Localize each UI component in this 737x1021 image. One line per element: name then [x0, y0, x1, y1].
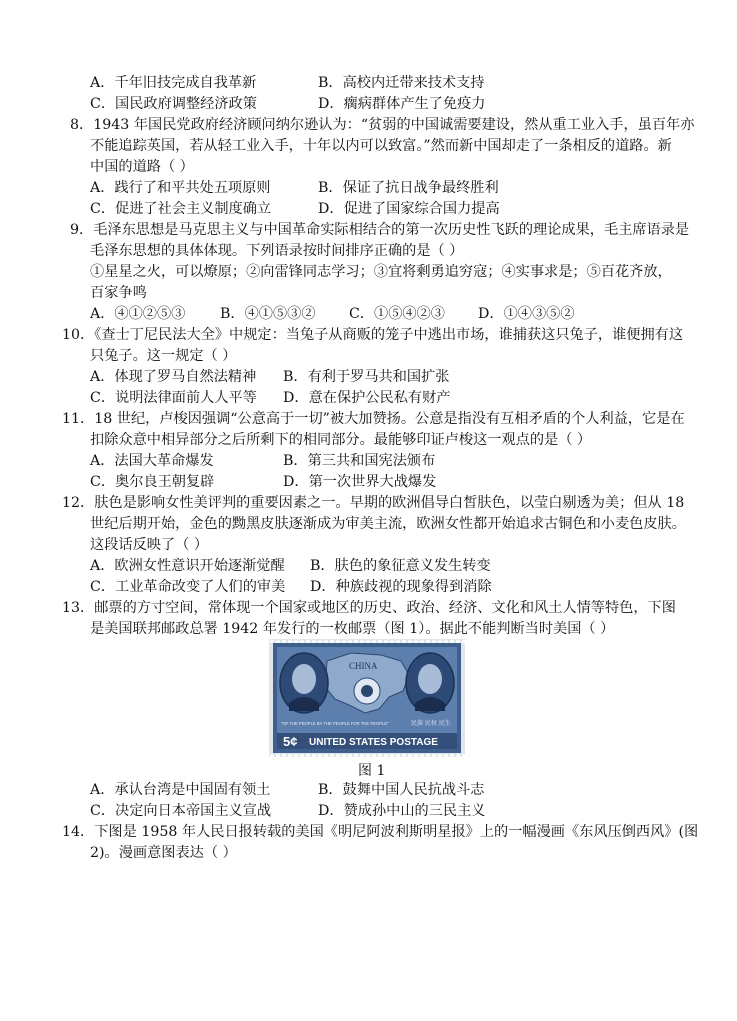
- q12-stem-line-3: 这段话反映了（ ）: [90, 537, 209, 553]
- q10-option-d: D．意在保护公民私有财产: [283, 390, 451, 406]
- q14-stem-line-1: 14．下图是 1958 年人民日报转载的美国《明尼阿波利斯明星报》上的一幅漫画《东风压倒西风》(图: [62, 824, 699, 840]
- stamp-perforation-bottom: [269, 753, 465, 757]
- q8-option-b: B．保证了抗日战争最终胜利: [318, 180, 499, 196]
- q7-option-d: D．瘸病群体产生了免疫力: [318, 96, 486, 112]
- q7-option-b: B．高校内迁带来技术支持: [318, 75, 485, 91]
- q12-option-a: A．欧洲女性意识开始逐渐觉醒: [90, 558, 285, 574]
- q9-stem-line-1: 9．毛泽东思想是马克思主义与中国革命实际相结合的第一次历史性飞跃的理论成果，毛主席语录是: [70, 222, 690, 238]
- sun-emblem-core: [361, 685, 373, 697]
- q13-option-a: A．承认台湾是中国固有领土: [90, 782, 271, 798]
- stamp-perforation-top: [269, 639, 465, 643]
- q8-option-a: A．践行了和平共处五项原则: [90, 180, 271, 196]
- q12-stem-line-1: 12．肤色是影响女性美评判的重要因素之一。早期的欧洲倡导白皙肤色，以莹白剔透为美；但从 18: [62, 495, 685, 511]
- q12-stem-line-2: 世纪后期开始，金色的黝黑皮肤逐渐成为审美主流，欧洲女性都开始追求古铜色和小麦色皮肤。: [90, 516, 686, 532]
- q11-stem-line-1: 11．18 世纪，卢梭因强调“公意高于一切”被大加赞扬。公意是指没有互相矛盾的个人利益，它是在: [62, 411, 685, 427]
- q10-stem-line-2: 只兔子。这一规定（ ）: [90, 348, 237, 364]
- q11-option-d: D．第一次世界大战爆发: [283, 474, 437, 490]
- stamp-denomination: 5¢: [283, 734, 298, 749]
- sun-yatsen-portrait-face: [418, 664, 442, 694]
- q13-option-b: B．鼓舞中国人民抗战斗志: [318, 782, 485, 798]
- q13-stem-line-2: 是美国联邦邮政总署 1942 年发行的一枚邮票（图 1）。据此不能判断当时美国（ ）: [90, 621, 615, 637]
- q11-option-c: C．奥尔良王朝复辟: [90, 474, 215, 490]
- q8-stem-line-2: 不能追踪英国，若从轻工业入手，十年以内可以致富。”然而新中国却走了一条相反的道路。新: [90, 138, 672, 154]
- q12-option-d: D．种族歧视的现象得到消除: [310, 579, 492, 595]
- q8-option-c: C．促进了社会主义制度确立: [90, 201, 272, 217]
- q10-stem-line-1: 10．《查士丁尼民法大全》中规定：当兔子从商贩的笼子中逃出市场，谁捕获这只兔子，谁便拥有这: [62, 327, 684, 343]
- stamp-banner-text: UNITED STATES POSTAGE: [309, 737, 438, 748]
- q9-stem-line-2: 毛泽东思想的具体体现。下列语录按时间排序正确的是（ ）: [90, 243, 464, 259]
- q9-option-b: B．④①⑤③②: [220, 306, 316, 322]
- q7-option-c: C．国民政府调整经济政策: [90, 96, 257, 112]
- stamp-chinese-motto: 民族 民权 民生: [411, 720, 451, 727]
- q9-option-d: D．①④③⑤②: [478, 306, 575, 322]
- q10-option-b: B．有利于罗马共和国扩张: [283, 369, 450, 385]
- q9-stem-line-3: ①星星之火，可以燎原；②向雷锋同志学习；③宜将剩勇追穷寇；④实事求是；⑤百花齐放，: [90, 264, 672, 280]
- postage-stamp-figure: [269, 639, 465, 757]
- q8-stem-line-3: 中国的道路（ ）: [90, 159, 194, 175]
- q9-option-c: C．①⑤④②③: [349, 306, 445, 322]
- q8-stem-line-1: 8．1943 年国民党政府经济顾问纳尔逊认为：“贫弱的中国诚需要建设，然从重工业入手，虽百年亦: [70, 117, 695, 133]
- q10-option-c: C．说明法律面前人人平等: [90, 390, 257, 406]
- lincoln-portrait-face: [292, 664, 316, 694]
- q11-stem-line-2: 扣除众意中相异部分之后所剩下的相同部分。最能够印证卢梭这一观点的是（ ）: [90, 432, 592, 448]
- q12-option-b: B．肤色的象征意义发生转变: [310, 558, 491, 574]
- map-label: CHINA: [349, 661, 378, 671]
- q11-option-b: B．第三共和国宪法颁布: [283, 453, 436, 469]
- q13-option-c: C．决定向日本帝国主义宣战: [90, 803, 272, 819]
- q9-stem-line-4: 百家争鸣: [90, 285, 147, 301]
- q8-option-d: D．促进了国家综合国力提高: [318, 201, 500, 217]
- stamp-english-motto: "OF THE PEOPLE BY THE PEOPLE FOR THE PEOPLE": [281, 721, 389, 726]
- q13-option-d: D．赞成孙中山的三民主义: [318, 803, 486, 819]
- q10-option-a: A．体现了罗马自然法精神: [90, 369, 257, 385]
- q9-option-a: A．④①②⑤③: [90, 306, 186, 322]
- q13-stem-line-1: 13．邮票的方寸空间，常体现一个国家或地区的历史、政治、经济、文化和风土人情等特色，下图: [62, 600, 676, 616]
- q14-stem-line-2: 2)。漫画意图表达（ ）: [90, 845, 237, 861]
- q12-option-c: C．工业革命改变了人们的审美: [90, 579, 286, 595]
- figure-1-caption: 图 1: [358, 763, 386, 779]
- q11-option-a: A．法国大革命爆发: [90, 453, 214, 469]
- q7-option-a: A．千年旧技完成自我革新: [90, 75, 257, 91]
